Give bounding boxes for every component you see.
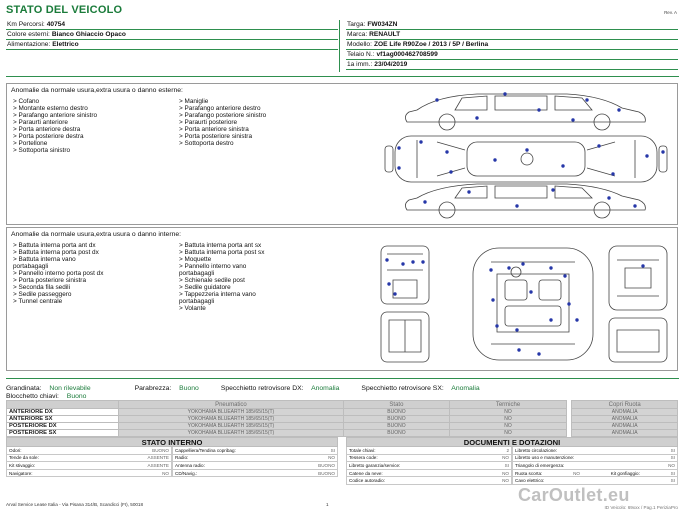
external-list-col1 xyxy=(13,98,97,154)
list-item: > Porta anteriore sinistra xyxy=(179,126,249,133)
chassis-row: Telaio N.: vf1ag000462708599 xyxy=(346,50,678,60)
external-car-diagram xyxy=(377,90,675,222)
vehicle-info-right xyxy=(346,20,678,70)
header-divider xyxy=(339,20,340,72)
vehicle-info-left xyxy=(6,20,338,50)
list-item: > Parafango anteriore destro xyxy=(179,105,261,112)
list-item: Ruota scorta: NO Kit gonfiaggio: SI xyxy=(512,470,678,478)
plate-row: Targa: FW034ZN xyxy=(346,20,678,30)
list-item: Triangolo di emergenza: NO xyxy=(512,462,678,470)
list-item: > Parafango posteriore sinistro xyxy=(179,112,267,119)
interior-state-heading: STATO INTERNO xyxy=(6,437,338,447)
page-number: 1 xyxy=(326,502,329,507)
table-row: ANTERIORE DX YOKOHAMA BLUEARTH 185/65/15(T) BUONO NO ANOMALIA xyxy=(7,409,678,416)
list-item: > Porta posteriore sinistra xyxy=(179,133,252,140)
list-item: > Moquette xyxy=(179,256,212,263)
footer-id: ID Veicolo: 69xxx / Pag.1 PeriziaPro xyxy=(604,505,678,510)
tyres-header-row xyxy=(7,401,678,409)
external-heading: Anomalie da normale usura,extra usura o danno esterne: xyxy=(11,87,183,94)
list-item: Libretto circolazione: SI xyxy=(512,447,678,455)
list-item: > Portellone xyxy=(13,140,48,147)
internal-heading: Anomalie da normale usura,extra usura o danno interne: xyxy=(11,231,182,238)
list-item: > Porta posteriore sinistra xyxy=(13,277,86,284)
list-item: > Parafango anteriore sinistro xyxy=(13,112,98,119)
interior-state-box xyxy=(6,437,338,477)
column-header: Stato xyxy=(344,401,450,409)
brand-row: Marca: RENAULT xyxy=(346,30,678,40)
column-header: Copri Ruota xyxy=(572,401,678,409)
documents-box xyxy=(346,437,678,485)
list-item: > Tappezzeria interna vano xyxy=(179,291,256,298)
list-item: > Paraurti posteriore xyxy=(179,119,238,126)
list-item: portabagagli xyxy=(13,263,49,270)
list-item: > Pannello interno vano xyxy=(179,263,247,270)
column-header: Termiche xyxy=(449,401,567,409)
external-list-col2 xyxy=(179,98,266,147)
internal-list-col1 xyxy=(13,242,103,305)
windshield-value: Buono xyxy=(179,385,199,392)
list-item: Odori: BUONO xyxy=(6,447,172,455)
list-item: > Schienale sedile post xyxy=(179,277,245,284)
section-rule xyxy=(6,76,679,77)
mirror-sx-label: Specchietto retrovisore SX: xyxy=(361,385,444,392)
column-header: Pneumatico xyxy=(118,401,343,409)
km-row: Km Percorsi: 40754 xyxy=(6,20,338,30)
hail-value: Non rilevabile xyxy=(49,385,91,392)
car-outline-exterior-icon xyxy=(377,90,675,222)
list-item: > Sedile guidatore xyxy=(179,284,231,291)
list-item: > Tunnel centrale xyxy=(13,298,63,305)
list-item: Catene da neve: NO xyxy=(346,470,512,478)
internal-car-diagram xyxy=(373,240,675,368)
page-title: STATO DEL VEICOLO xyxy=(6,4,123,16)
list-item: > Paraurti anteriore xyxy=(13,119,68,126)
mirror-dx-value: Anomalia xyxy=(311,385,340,392)
internal-damage-panel xyxy=(6,227,678,371)
car-outline-interior-icon xyxy=(373,240,675,368)
list-item: > Battuta interna porta ant dx xyxy=(13,242,96,249)
list-item: portabagagli xyxy=(179,270,215,277)
key-block-label: Blocchetto chiavi: xyxy=(6,393,59,400)
hail-label: Grandinata: xyxy=(6,385,42,392)
section-rule xyxy=(6,378,679,379)
list-item: > Battuta interna porta ant sx xyxy=(179,242,262,249)
documents-heading: DOCUMENTI E DOTAZIONI xyxy=(346,437,678,447)
list-item: > Porta posteriore destra xyxy=(13,133,84,140)
color-row: Colore esterni: Bianco Ghiaccio Opaco xyxy=(6,30,338,40)
key-block-value: Buono xyxy=(66,393,87,400)
footer-address: Arval Service Lease Italia - Via Pisana 314/B, Scandicci (FI), 50018 xyxy=(6,502,144,507)
list-item: Radio: NO xyxy=(172,455,338,463)
list-item: > Seconda fila sedili xyxy=(13,284,71,291)
mirror-sx-value: Anomalia xyxy=(451,385,480,392)
list-item: > Maniglie xyxy=(179,98,209,105)
list-item: > Pannello interno porta post dx xyxy=(13,270,104,277)
registration-row: 1a imm.: 23/04/2019 xyxy=(346,60,678,70)
external-damage-panel xyxy=(6,83,678,225)
list-item: > Battuta interna porta post sx xyxy=(179,249,265,256)
list-item: Tende da sole: ASSENTE xyxy=(6,455,172,463)
list-item: Kit stivaggio: ASSENTE xyxy=(6,462,172,470)
list-item: portabagagli xyxy=(179,298,215,305)
revision-label: Rev. A xyxy=(664,10,677,15)
list-item: Codice autoradio: NO xyxy=(346,477,512,485)
table-row: POSTERIORE DX YOKOHAMA BLUEARTH 185/65/15(T) BUONO NO ANOMALIA xyxy=(7,423,678,430)
list-item: Navigatore: NO xyxy=(6,470,172,478)
windshield-label: Parabrezza: xyxy=(134,385,172,392)
summary-row xyxy=(6,385,678,393)
model-row: Modello: ZOE Life R90Zoe / 2013 / 5P / Berlina xyxy=(346,40,678,50)
tyres-table xyxy=(6,400,678,437)
list-item: Antenna radio: BUONO xyxy=(172,462,338,470)
fuel-row: Alimentazione: Elettrico xyxy=(6,40,338,50)
list-item: > Battuta interna vano xyxy=(13,256,76,263)
list-item: > Porta anteriore destra xyxy=(13,126,81,133)
list-item: > Montante esterno destro xyxy=(13,105,88,112)
list-item: > Sottoporta destro xyxy=(179,140,234,147)
list-item: Totale chiavi: 2 xyxy=(346,447,512,455)
condition-summary xyxy=(6,385,678,401)
list-item: > Volante xyxy=(179,305,206,312)
list-item: > Sottoporta sinistro xyxy=(13,147,71,154)
internal-list-col2 xyxy=(179,242,264,312)
list-item: Cappelliera/Tendina copribag: SI xyxy=(172,447,338,455)
list-item: Libretto uso e manutenzione: SI xyxy=(512,455,678,463)
list-item: > Battuta interna porta post dx xyxy=(13,249,99,256)
table-row: ANTERIORE SX YOKOHAMA BLUEARTH 185/65/15(T) BUONO NO ANOMALIA xyxy=(7,416,678,423)
list-item: > Cofano xyxy=(13,98,40,105)
list-item: Cavo elettrico: SI xyxy=(512,477,678,485)
list-item: Tessera code: NO xyxy=(346,455,512,463)
table-row: POSTERIORE SX YOKOHAMA BLUEARTH 185/65/15(T) BUONO NO ANOMALIA xyxy=(7,430,678,437)
mirror-dx-label: Specchietto retrovisore DX: xyxy=(220,385,304,392)
watermark-logo: CarOutlet.eu xyxy=(518,485,630,505)
list-item: Libretto garanzia/service: SI xyxy=(346,462,512,470)
list-item: > Sedile passeggero xyxy=(13,291,72,298)
list-item: CD/Navig.: BUONO xyxy=(172,470,338,478)
